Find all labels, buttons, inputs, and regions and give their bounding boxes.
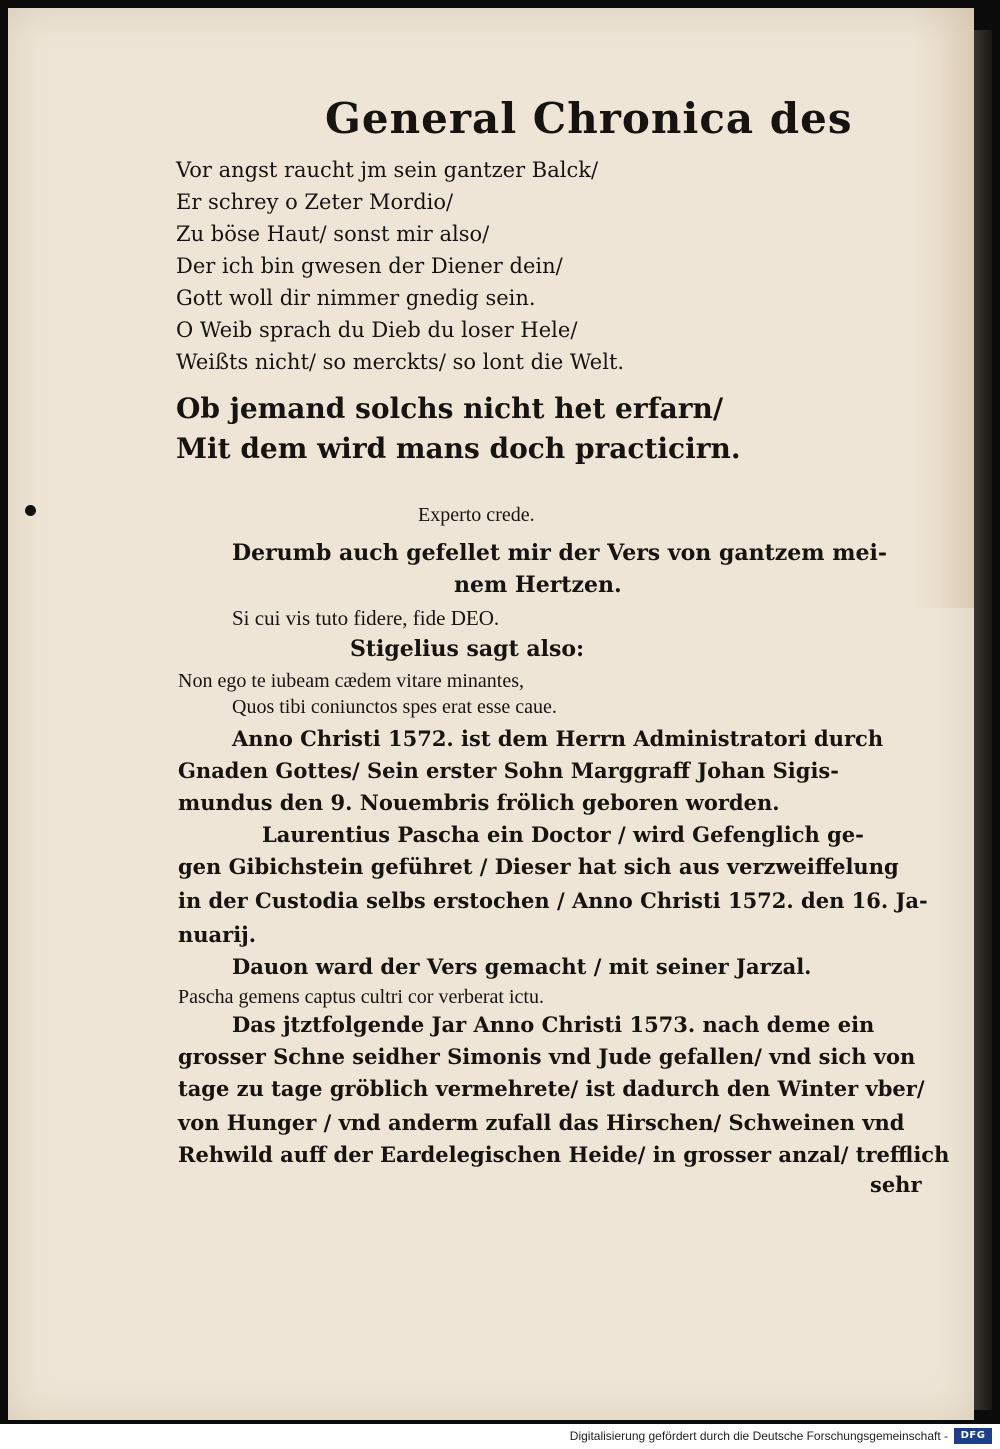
- margin-dot: [25, 505, 36, 516]
- section-heading: Experto crede.: [418, 504, 535, 526]
- latin-verse: Quos tibi coniunctos spes erat esse caue.: [232, 696, 557, 718]
- paragraph-line: Dauon ward der Vers gemacht / mit seiner Jarzal.: [232, 954, 812, 979]
- poem-line: Er schrey o Zeter Mordio/: [176, 190, 454, 214]
- paragraph-line: Das jtztfolgende Jar Anno Christi 1573. nach deme ein: [232, 1012, 875, 1037]
- latin-verse: Pascha gemens captus cultri cor verberat ictu.: [178, 986, 544, 1008]
- paragraph-line: Laurentius Pascha ein Doctor / wird Gefenglich ge-: [262, 822, 864, 847]
- paragraph-line: mundus den 9. Nouembris frölich geboren worden.: [178, 790, 780, 815]
- catchword: sehr: [870, 1172, 922, 1197]
- poem-line: O Weib sprach du Dieb du loser Hele/: [176, 318, 578, 342]
- paper-stain: [914, 8, 974, 608]
- paragraph-line: Gnaden Gottes/ Sein erster Sohn Marggraff Johan Sigis-: [178, 758, 839, 783]
- poem-line: Zu böse Haut/ sonst mir also/: [176, 222, 490, 246]
- footer-bar: [0, 1424, 1000, 1449]
- funding-notice: Digitalisierung gefördert durch die Deutsche Forschungsgemeinschaft -: [569, 1429, 948, 1443]
- poem-line: Weißts nicht/ so merckts/ so lont die Welt.: [176, 350, 625, 374]
- vers-intro-line: nem Hertzen.: [454, 572, 622, 598]
- stigelius-heading: Stigelius sagt also:: [350, 636, 585, 662]
- moral-line: Ob jemand solchs nicht het erfarn/: [176, 392, 724, 425]
- latin-verse: Si cui vis tuto fidere, fide DEO.: [232, 606, 500, 630]
- paragraph-line: Anno Christi 1572. ist dem Herrn Administratori durch: [232, 726, 884, 751]
- paragraph-line: gen Gibichstein geführet / Dieser hat sich aus verzweiffelung: [178, 854, 899, 879]
- poem-line: Gott woll dir nimmer gnedig sein.: [176, 286, 536, 310]
- paragraph-line: tage zu tage gröblich vermehrete/ ist dadurch den Winter vber/: [178, 1076, 925, 1101]
- vers-intro-line: Derumb auch gefellet mir der Vers von gantzem mei-: [232, 540, 887, 566]
- paragraph-line: grosser Schne seidher Simonis vnd Jude gefallen/ vnd sich von: [178, 1044, 916, 1069]
- paragraph-line: in der Custodia selbs erstochen / Anno Christi 1572. den 16. Ja-: [178, 888, 928, 913]
- running-head: General Chronica des: [325, 94, 853, 143]
- poem-line: Der ich bin gwesen der Diener dein/: [176, 254, 563, 278]
- dfg-logo: DFG: [954, 1428, 992, 1444]
- latin-verse: Non ego te iubeam cædem vitare minantes,: [178, 670, 525, 692]
- paragraph-line: nuarij.: [178, 922, 257, 947]
- paragraph-line: von Hunger / vnd anderm zufall das Hirschen/ Schweinen vnd: [178, 1110, 905, 1135]
- moral-line: Mit dem wird mans doch practicirn.: [176, 432, 741, 465]
- poem-line: Vor angst raucht jm sein gantzer Balck/: [176, 158, 599, 182]
- page-edge: [974, 30, 992, 1410]
- paragraph-line: Rehwild auff der Eardelegischen Heide/ in grosser anzal/ trefflich: [178, 1142, 950, 1167]
